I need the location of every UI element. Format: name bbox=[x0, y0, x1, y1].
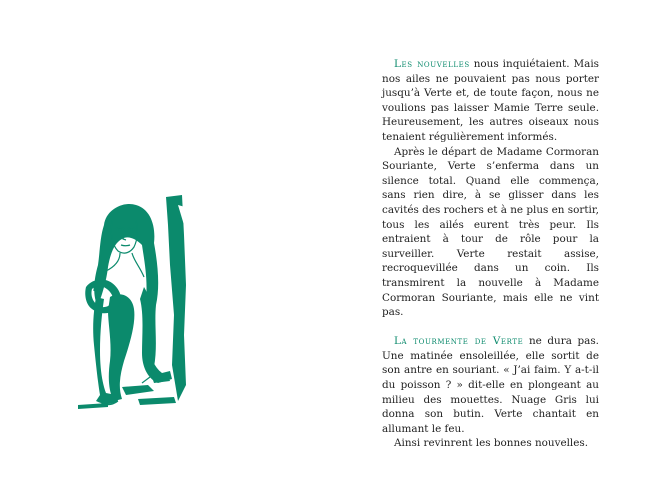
text-column bbox=[382, 57, 599, 451]
paragraph: Après le départ de Madame Cormoran Souriante, Verte s’enferma dans un silence total. Quand elle commença, sans rien dire, à se glisser dans les cavités des rochers et à ne plus en sortir, tous les ailés eurent très peur. Ils entraient à tour de rôle pour la surveiller. Verte restait assise, recroquevillée dans un coin. Ils transmirent la nouvelle à Madame Cormoran Souriante, mais elle ne vint pas. bbox=[382, 145, 599, 319]
paragraph-text: nous inquiétaient. Mais nos ailes ne pouvaient pas nous porter jusqu’à Verte et, de toute façon, nous ne voulions pas laisser Mamie Terre seule. Heureusement, les autres oiseaux nous tenaient régulièrement informés. bbox=[382, 58, 599, 143]
section-heading: Les nouvelles bbox=[394, 58, 470, 70]
paragraph bbox=[382, 334, 599, 436]
paragraph-text: ne dura pas. Une matinée ensoleillée, elle sortit de son antre en souriant. « J’ai faim. Y a-t-il du poisson ? » dit-elle en plongeant au milieu des mouettes. Nuage Gris lui donna son butin. Verte chantait en allumant le feu. bbox=[382, 335, 599, 435]
woman-sitting-hugging-knees-illustration bbox=[78, 195, 188, 413]
section-heading: La tourmente de Verte bbox=[394, 335, 524, 348]
section-spacer bbox=[382, 320, 599, 335]
paragraph bbox=[382, 57, 599, 145]
paragraph: Ainsi revinrent les bonnes nouvelles. bbox=[394, 437, 589, 450]
